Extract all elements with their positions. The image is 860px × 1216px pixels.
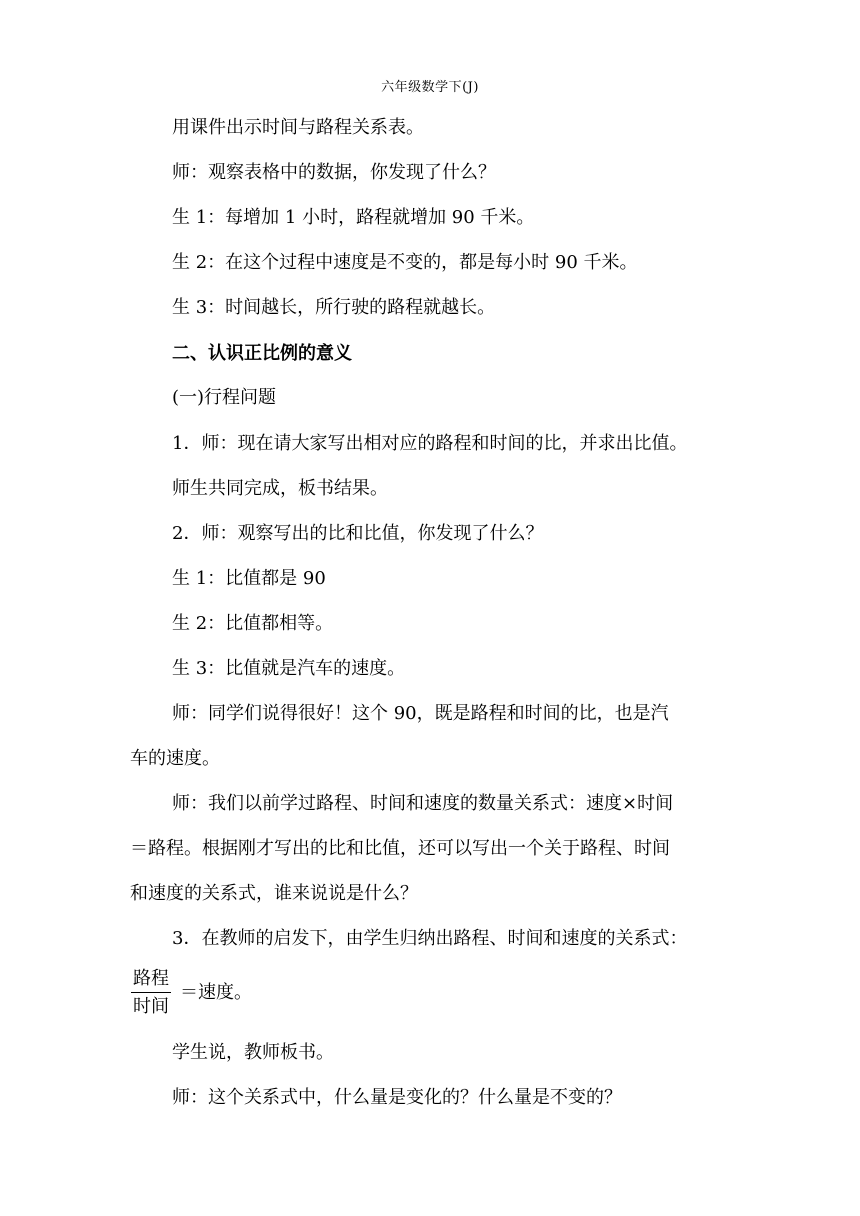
paragraph: 师生共同完成，板书结果。 — [172, 478, 388, 499]
paragraph: 学生说，教师板书。 — [172, 1042, 334, 1063]
paragraph: 生 1：每增加 1 小时，路程就增加 90 千米。 — [172, 207, 535, 228]
paragraph-continuation: ＝路程。根据刚才写出的比和比值，还可以写出一个关于路程、时间 — [130, 838, 670, 859]
paragraph: 师：观察表格中的数据，你发现了什么？ — [172, 162, 496, 183]
paragraph: 师：这个关系式中，什么量是变化的？什么量是不变的？ — [172, 1087, 622, 1108]
paragraph: 1．师：现在请大家写出相对应的路程和时间的比，并求出比值。 — [172, 433, 688, 454]
section-heading: 二、认识正比例的意义 — [172, 343, 352, 364]
paragraph: 生 2：比值都相等。 — [172, 613, 334, 634]
page-header: 六年级数学下(J) — [381, 80, 479, 95]
paragraph: 师：同学们说得很好！这个 90，既是路程和时间的比，也是汽 — [172, 703, 669, 724]
fraction-denominator: 时间 — [133, 996, 169, 1017]
fraction-result: ＝速度。 — [180, 982, 252, 1003]
fraction-numerator: 路程 — [133, 968, 169, 989]
paragraph: 3．在教师的启发下，由学生归纳出路程、时间和速度的关系式： — [172, 928, 688, 949]
paragraph-continuation: 车的速度。 — [130, 748, 220, 769]
paragraph: 生 2：在这个过程中速度是不变的，都是每小时 90 千米。 — [172, 252, 638, 273]
fraction — [130, 966, 172, 1021]
paragraph: 用课件出示时间与路程关系表。 — [172, 117, 424, 138]
paragraph: 师：我们以前学过路程、时间和速度的数量关系式：速度×时间 — [172, 793, 674, 814]
paragraph: 生 1：比值都是 90 — [172, 568, 326, 589]
paragraph: 生 3：比值就是汽车的速度。 — [172, 658, 406, 679]
subsection-heading: (一)行程问题 — [172, 387, 277, 408]
paragraph: 2．师：观察写出的比和比值，你发现了什么？ — [172, 523, 544, 544]
paragraph: 生 3：时间越长，所行驶的路程就越长。 — [172, 297, 496, 318]
paragraph-continuation: 和速度的关系式，谁来说说是什么？ — [130, 883, 418, 904]
